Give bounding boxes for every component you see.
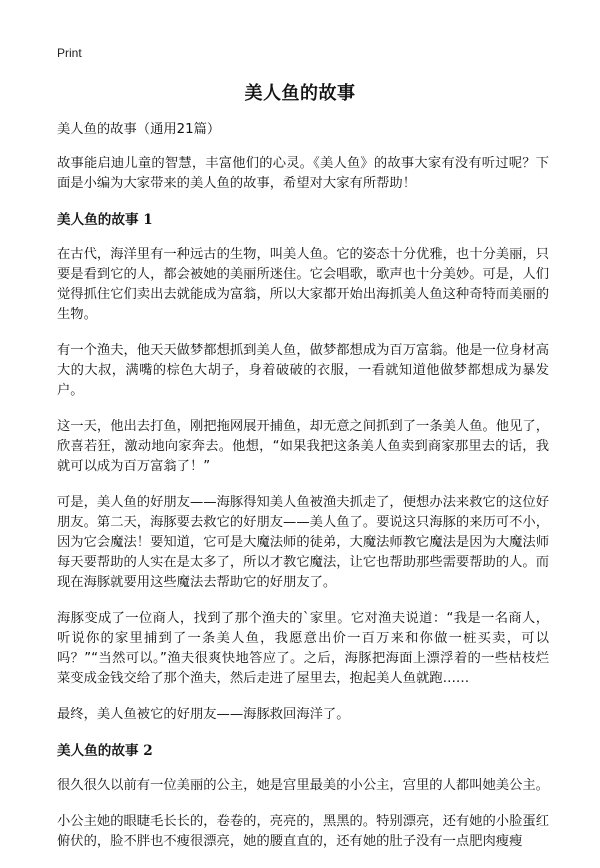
paragraph: 有一个渔夫，他天天做梦都想抓到美人鱼，做梦都想成为百万富翁。他是一位身材高大的大叔，满嘴的棕色大胡子，身着破破的衣服，一看就知道他做梦都想成为暴发户。 (57, 343, 549, 398)
paragraph: 海豚变成了一位商人，找到了那个渔夫的`家里。它对渔夫说道：“我是一名商人，听说你的家里捕到了一条美人鱼，我愿意出价一百万来和你做一桩买卖，可以吗？”“当然可以。”渔夫很爽快地答应了。之后，海豚把海面上漂浮着的一些枯枝烂菜变成金钱交给了那个渔夫，然后走进了屋里去，抱起美人鱼就跑…… (57, 611, 549, 686)
print-link[interactable]: Print (57, 46, 82, 60)
paragraph: 很久很久以前有一位美丽的公主，她是宫里最美的小公主，宫里的人都叫她美公主。 (57, 778, 549, 793)
paragraph: 在古代，海洋里有一种远古的生物，叫美人鱼。它的姿态十分优雅，也十分美丽，只要是看到它的人，都会被她的美丽所迷住。它会唱歌，歌声也十分美妙。可是，人们觉得抓住它们卖出去就能成为富翁，所以大家都开始出海抓美人鱼这种奇特而美丽的生物。 (57, 247, 549, 322)
paragraph: 可是，美人鱼的好朋友——海豚得知美人鱼被渔夫抓走了，便想办法来救它的这位好朋友。第二天，海豚要去救它的好朋友——美人鱼了。要说这只海豚的来历可不小，因为它会魔法！要知道，它可是大魔法师的徒弟，大魔法师教它魔法是因为大魔法师每天要帮助的人实在是太多了，所以才教它魔法，让它也帮助那些需要帮助的人。而现在海豚就要用这些魔法去帮助它的好朋友了。 (57, 495, 549, 590)
paragraph: 这一天，他出去打鱼，刚把拖网展开捕鱼，却无意之间抓到了一条美人鱼。他见了，欣喜若狂，激动地向家奔去。他想，“如果我把这条美人鱼卖到商家那里去的话，我就可以成为百万富翁了！” (57, 419, 549, 474)
page-title: 美人鱼的故事 (244, 83, 356, 104)
section-heading: 美人鱼的故事 2 (57, 743, 153, 759)
article-subtitle: 美人鱼的故事（通用21篇） (57, 122, 221, 137)
article-body (57, 120, 549, 868)
section-heading: 美人鱼的故事 1 (57, 212, 153, 228)
intro-paragraph: 故事能启迪儿童的智慧，丰富他们的心灵。《美人鱼》的故事大家有没有听过呢？下面是小编为大家带来的美人鱼的故事，希望对大家有所帮助！ (57, 156, 549, 191)
paragraph: 最终，美人鱼被它的好朋友——海豚救回海洋了。 (57, 707, 350, 722)
paragraph: 小公主她的眼睫毛长长的，卷卷的，亮亮的，黑黑的。特别漂亮，还有她的小脸蛋红俯伏的，脸不胖也不瘦很漂亮，她的腰直直的，还有她的肚子没有一点肥肉瘦瘦 (57, 814, 549, 849)
